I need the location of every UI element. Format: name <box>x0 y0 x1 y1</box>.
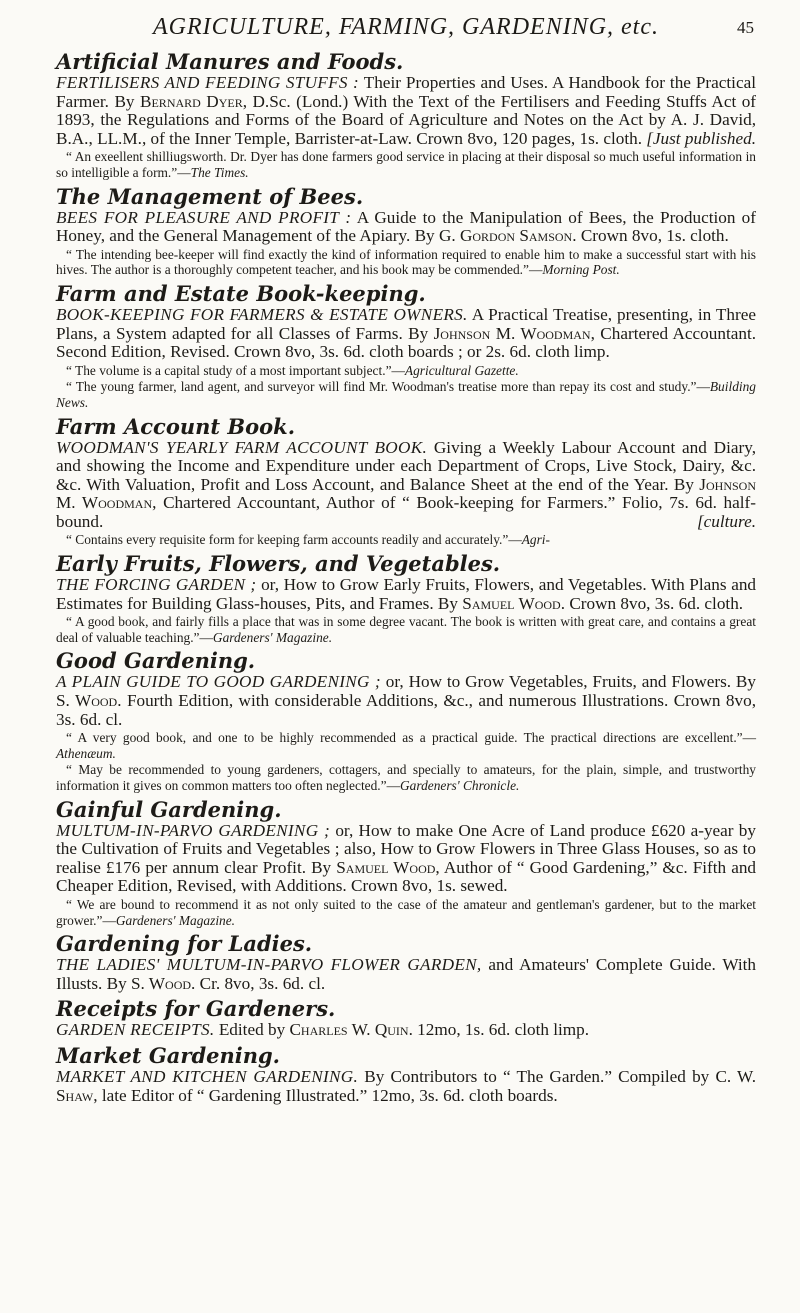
entry-description <box>56 74 756 148</box>
review-source: Gardeners' Chronicle. <box>399 778 520 793</box>
section-heading: Good Gardening. <box>56 648 256 674</box>
review-text: “ An exeellent shilliugsworth. Dr. Dyer has done farmers good service in placing at their disposal so much useful information in so intelligible a form.”— <box>56 149 756 180</box>
catalogue-section <box>56 996 756 1040</box>
entry-text-before-author: A Practical Treatise, presenting, in Three Plans, a System adapted for all Classes of Farms. By <box>56 304 756 343</box>
entry-text-before-author: or, How to make One Acre of Land produce £620 a-year by the Cultivation of Fruits and Vegetables ; also, How to Grow Flowers in Three Glass Houses, so as to realise £176 per annum clear Profit. By <box>56 820 756 877</box>
entry-author: Charles W. Quin. <box>289 1020 413 1040</box>
book-entry <box>56 209 756 278</box>
review-text: “ The intending bee-keeper will find exactly the kind of information required to enable him to make a successful start with his hives. The author is a thoroughly competent teacher, and his book may be commended.”— <box>56 246 756 278</box>
catalogue-section <box>56 1043 756 1105</box>
book-entry <box>56 1068 756 1105</box>
review-text: “ The volume is a capital study of a most important subject.”— <box>66 362 405 378</box>
catalogue-section <box>56 281 756 411</box>
review-text: “ We are bound to recommend it as not only suited to the case of the amateur and gentleman's gardener, but to the market grower.”— <box>56 896 756 928</box>
entry-author: S. Wood. <box>56 691 122 711</box>
entry-description <box>56 1068 756 1105</box>
entry-text-before-author: Edited by <box>218 1020 286 1040</box>
review-quote <box>56 149 756 180</box>
entry-publication-details: Crown 8vo, 1s. cloth. <box>580 226 729 246</box>
entry-description <box>56 822 756 896</box>
entry-description <box>56 1021 756 1040</box>
review-quote <box>56 897 756 928</box>
review-text: “ May be recommended to young gardeners, cottagers, and specially to amateurs, for the plain, simple, and trustworthy information it gives on common matters too often neglected.”— <box>56 762 756 793</box>
review-source: Athenæum. <box>56 745 116 761</box>
section-heading: The Management of Bees. <box>56 183 364 209</box>
review-quote <box>56 730 756 761</box>
review-quote <box>56 379 756 410</box>
book-title: THE LADIES' MULTUM-IN-PARVO FLOWER GARDEN, <box>56 955 482 975</box>
section-heading: Gardening for Ladies. <box>56 931 313 957</box>
review-quote <box>56 247 756 278</box>
book-entry <box>56 673 756 793</box>
book-title: GARDEN RECEIPTS. <box>56 1020 215 1040</box>
entry-author: Bernard Dyer, <box>140 91 248 111</box>
book-entry <box>56 822 756 929</box>
review-source: Building News. <box>56 379 756 410</box>
entry-description <box>56 673 756 729</box>
entry-description <box>56 439 756 532</box>
book-entry <box>56 74 756 181</box>
running-title: AGRICULTURE, FARMING, GARDENING, etc. <box>152 14 660 40</box>
catalogue-section <box>56 797 756 929</box>
entry-text-before-author: Giving a Weekly Labour Account and Diary, and showing the Income and Expenditure under each Department of Crops, Live Stock, Dairy, &c. &c. With Valuation, Profit and Loss Account, and Balance Sheet at the end of the Year. By <box>56 437 756 494</box>
section-heading: Market Gardening. <box>56 1042 280 1068</box>
entry-description <box>56 576 756 613</box>
review-source: Morning Post. <box>542 262 620 278</box>
book-entry <box>56 1021 756 1040</box>
entry-publication-details: 12mo, 1s. 6d. cloth limp. <box>417 1020 590 1040</box>
book-title: BEES FOR PLEASURE AND PROFIT : <box>56 207 352 227</box>
review-source: Gardeners' Magazine. <box>115 912 236 928</box>
entry-publication-details: Crown 8vo, 3s. 6d. cloth. <box>569 593 744 613</box>
entry-author: Johnson M. Woodman, <box>433 323 595 343</box>
review-quote <box>56 614 756 645</box>
book-title: THE FORCING GARDEN ; <box>56 575 257 595</box>
entry-description <box>56 956 756 993</box>
section-heading: Early Fruits, Flowers, and Vegetables. <box>56 551 501 577</box>
entry-publication-details: Author of “ Good Gardening,” &c. Fifth and Cheaper Edition, Revised, with Additions. Crown 8vo, 1s. sewed. <box>56 857 757 896</box>
entry-author: Samuel Wood, <box>336 857 440 877</box>
entry-author: Johnson M. Woodman, <box>56 474 756 513</box>
review-text: “ A very good book, and one to be highly recommended as a practical guide. The practical directions are excellent.”— <box>66 730 756 746</box>
entry-publication-details: Chartered Accountant. Second Edition, Revised. Crown 8vo, 3s. 6d. cloth boards ; or 2s. 6d. cloth limp. <box>56 323 757 362</box>
book-title: FERTILISERS AND FEEDING STUFFS : <box>56 73 360 92</box>
entry-author: G. Gordon Samson. <box>438 226 577 246</box>
catalogue-section <box>56 551 756 645</box>
entry-text-before-author: Their Properties and Uses. A Handbook for the Practical Farmer. By <box>56 73 756 111</box>
catalogue-section <box>56 931 756 993</box>
entry-text-before-author: or, How to Grow Early Fruits, Flowers, and Vegetables. With Plans and Estimates for Building Glass-houses, Pits, and Frames. By <box>56 575 757 613</box>
page-number: 45 <box>737 18 754 37</box>
review-source: Agri- <box>521 532 550 548</box>
catalogue-sections <box>56 49 756 1105</box>
book-title: BOOK-KEEPING FOR FARMERS & ESTATE OWNERS. <box>56 304 468 324</box>
catalogue-section <box>56 648 756 793</box>
entry-note: [Just published. <box>646 128 756 148</box>
review-source: The Times. <box>190 164 249 180</box>
review-quote <box>56 762 756 793</box>
review-quote <box>56 532 756 548</box>
review-text: “ A good book, and fairly fills a place that was in some degree vacant. The book is written with great care, and contains a great deal of valuable teaching.”— <box>56 614 756 645</box>
entry-note: [culture. <box>696 511 756 531</box>
book-title: A PLAIN GUIDE TO GOOD GARDENING ; <box>56 672 381 692</box>
review-source: Gardeners' Magazine. <box>212 629 333 645</box>
book-entry <box>56 956 756 993</box>
catalogue-section <box>56 49 756 181</box>
review-quote <box>56 363 756 379</box>
catalogue-section <box>56 184 756 278</box>
book-title: MARKET AND KITCHEN GARDENING. <box>56 1066 359 1086</box>
entry-author: Samuel Wood. <box>462 593 566 613</box>
entry-text-before-author: or, How to Grow Vegetables, Fruits, and Flowers. By <box>385 672 756 692</box>
book-entry <box>56 306 756 411</box>
entry-publication-details: Chartered Accountant, Author of “ Book-keeping for Farmers.” Folio, 7s. 6d. half-bound. <box>56 493 756 531</box>
entry-publication-details: late Editor of “ Gardening Illustrated.” 12mo, 3s. 6d. cloth boards. <box>101 1085 558 1105</box>
book-entry <box>56 576 756 645</box>
entry-author: S. Wood. <box>130 973 196 993</box>
book-entry <box>56 439 756 549</box>
entry-author: C. W. Shaw, <box>56 1066 756 1105</box>
entry-text-before-author: By Contributors to “ The Garden.” Compiled by <box>364 1066 710 1086</box>
review-source: Agricultural Gazette. <box>404 362 519 378</box>
book-title: WOODMAN'S YEARLY FARM ACCOUNT BOOK. <box>56 437 428 457</box>
entry-description <box>56 306 756 362</box>
section-heading: Receipts for Gardeners. <box>56 996 336 1022</box>
section-heading: Gainful Gardening. <box>56 796 282 822</box>
review-text: “ The young farmer, land agent, and surveyor will find Mr. Woodman's treatise more than repay its cost and study.”— <box>66 379 710 395</box>
entry-text-before-author: and Amateurs' Complete Guide. With Illusts. By <box>56 955 757 993</box>
section-heading: Farm Account Book. <box>56 413 296 439</box>
entry-description <box>56 209 756 246</box>
running-head <box>56 12 756 46</box>
entry-publication-details: Fourth Edition, with considerable Additions, &c., and numerous Illustrations. Crown 8vo, 3s. 6d. cl. <box>56 691 757 729</box>
entry-publication-details: Cr. 8vo, 3s. 6d. cl. <box>199 973 326 993</box>
section-heading: Artificial Manures and Foods. <box>56 49 404 74</box>
review-text: “ Contains every requisite form for keeping farm accounts readily and accurately.”— <box>66 532 522 548</box>
catalogue-section <box>56 414 756 549</box>
entry-publication-details: D.Sc. (Lond.) With the Text of the Fertilisers and Feeding Stuffs Act of 1893, the Regulations and Forms of the Board of Agriculture and Notes on the Act by A. J. David, B.A., LL.M., of the Inner Temple, Barrister-at-Law. Crown 8vo, 120 pages, 1s. cloth. <box>56 91 757 148</box>
book-title: MULTUM-IN-PARVO GARDENING ; <box>56 820 331 840</box>
section-heading: Farm and Estate Book-keeping. <box>56 280 426 306</box>
entry-text-before-author: A Guide to the Manipulation of Bees, the Production of Honey, and the General Management of the Apiary. By <box>56 207 756 246</box>
